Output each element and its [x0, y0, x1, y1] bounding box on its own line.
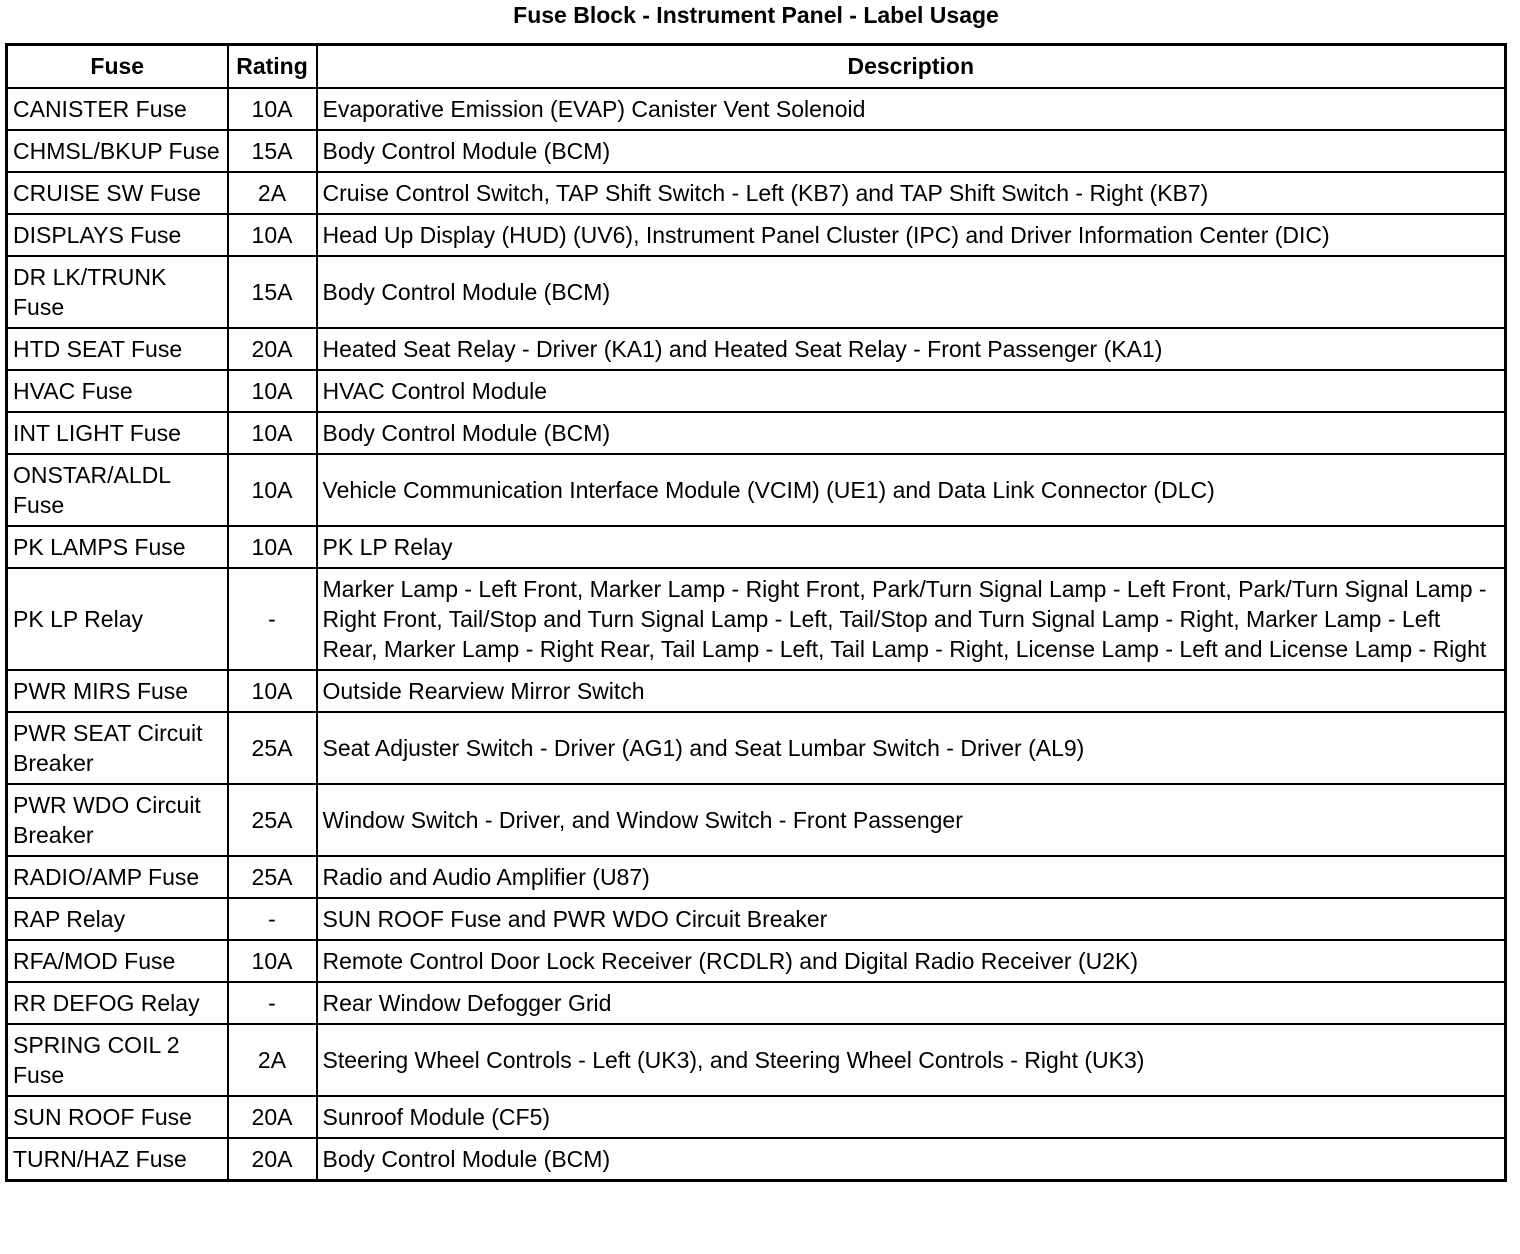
rating-cell: - [228, 982, 317, 1024]
description-cell: Body Control Module (BCM) [317, 256, 1506, 328]
table-row [7, 88, 1506, 130]
table-row [7, 784, 1506, 856]
fuse-cell: SUN ROOF Fuse [7, 1096, 228, 1138]
table-row [7, 568, 1506, 670]
table-row [7, 1024, 1506, 1096]
rating-cell: 20A [228, 1096, 317, 1138]
table-row [7, 712, 1506, 784]
table-row [7, 940, 1506, 982]
fuse-cell: RADIO/AMP Fuse [7, 856, 228, 898]
description-cell: Body Control Module (BCM) [317, 130, 1506, 172]
description-cell: SUN ROOF Fuse and PWR WDO Circuit Breaker [317, 898, 1506, 940]
rating-cell: 10A [228, 454, 317, 526]
rating-cell: 25A [228, 784, 317, 856]
fuse-cell: HVAC Fuse [7, 370, 228, 412]
rating-cell: 10A [228, 526, 317, 568]
fuse-cell: RFA/MOD Fuse [7, 940, 228, 982]
fuse-cell: PK LAMPS Fuse [7, 526, 228, 568]
fuse-cell: PWR MIRS Fuse [7, 670, 228, 712]
fuse-cell: PWR SEAT Circuit Breaker [7, 712, 228, 784]
table-body [7, 88, 1506, 1181]
description-cell: Steering Wheel Controls - Left (UK3), and Steering Wheel Controls - Right (UK3) [317, 1024, 1506, 1096]
rating-cell: - [228, 568, 317, 670]
column-header-fuse: Fuse [7, 45, 228, 88]
description-cell: Window Switch - Driver, and Window Switch - Front Passenger [317, 784, 1506, 856]
rating-cell: 10A [228, 940, 317, 982]
table-row [7, 982, 1506, 1024]
rating-cell: 20A [228, 1138, 317, 1181]
rating-cell: 10A [228, 214, 317, 256]
description-cell: Radio and Audio Amplifier (U87) [317, 856, 1506, 898]
description-cell: Marker Lamp - Left Front, Marker Lamp - Right Front, Park/Turn Signal Lamp - Left Front, Park/Turn Signal Lamp - Right Front, Tail/Stop and Turn Signal Lamp - Left, Tail/Stop and Turn Signal Lamp - Right, Marker Lamp - Left Rear, Marker Lamp - Right Rear, Tail Lamp - Left, Tail Lamp - Right, License Lamp - Left and License Lamp - Right [317, 568, 1506, 670]
table-row [7, 214, 1506, 256]
table-row [7, 670, 1506, 712]
table-row [7, 856, 1506, 898]
rating-cell: 2A [228, 172, 317, 214]
fuse-cell: HTD SEAT Fuse [7, 328, 228, 370]
fuse-cell: RAP Relay [7, 898, 228, 940]
column-header-description: Description [317, 45, 1506, 88]
description-cell: Cruise Control Switch, TAP Shift Switch - Left (KB7) and TAP Shift Switch - Right (KB7) [317, 172, 1506, 214]
fuse-cell: INT LIGHT Fuse [7, 412, 228, 454]
description-cell: Remote Control Door Lock Receiver (RCDLR) and Digital Radio Receiver (U2K) [317, 940, 1506, 982]
column-header-rating: Rating [228, 45, 317, 88]
table-row [7, 898, 1506, 940]
table-row [7, 454, 1506, 526]
description-cell: Head Up Display (HUD) (UV6), Instrument Panel Cluster (IPC) and Driver Information Center (DIC) [317, 214, 1506, 256]
description-cell: Vehicle Communication Interface Module (VCIM) (UE1) and Data Link Connector (DLC) [317, 454, 1506, 526]
description-cell: Body Control Module (BCM) [317, 1138, 1506, 1181]
table-row [7, 256, 1506, 328]
rating-cell: 10A [228, 412, 317, 454]
fuse-cell: CRUISE SW Fuse [7, 172, 228, 214]
description-cell: Seat Adjuster Switch - Driver (AG1) and Seat Lumbar Switch - Driver (AL9) [317, 712, 1506, 784]
rating-cell: - [228, 898, 317, 940]
fuse-cell: SPRING COIL 2 Fuse [7, 1024, 228, 1096]
description-cell: Outside Rearview Mirror Switch [317, 670, 1506, 712]
fuse-cell: TURN/HAZ Fuse [7, 1138, 228, 1181]
fuse-table [5, 43, 1507, 1182]
rating-cell: 10A [228, 88, 317, 130]
description-cell: Heated Seat Relay - Driver (KA1) and Heated Seat Relay - Front Passenger (KA1) [317, 328, 1506, 370]
rating-cell: 2A [228, 1024, 317, 1096]
table-row [7, 328, 1506, 370]
page-title: Fuse Block - Instrument Panel - Label Usage [513, 2, 999, 28]
description-cell: Rear Window Defogger Grid [317, 982, 1506, 1024]
fuse-cell: DR LK/TRUNK Fuse [7, 256, 228, 328]
rating-cell: 20A [228, 328, 317, 370]
rating-cell: 10A [228, 670, 317, 712]
fuse-cell: PWR WDO Circuit Breaker [7, 784, 228, 856]
description-cell: Body Control Module (BCM) [317, 412, 1506, 454]
description-cell: HVAC Control Module [317, 370, 1506, 412]
fuse-cell: CHMSL/BKUP Fuse [7, 130, 228, 172]
table-row [7, 526, 1506, 568]
rating-cell: 15A [228, 256, 317, 328]
description-cell: Evaporative Emission (EVAP) Canister Vent Solenoid [317, 88, 1506, 130]
table-row [7, 370, 1506, 412]
fuse-cell: ONSTAR/ALDL Fuse [7, 454, 228, 526]
table-row [7, 412, 1506, 454]
table-row [7, 130, 1506, 172]
rating-cell: 15A [228, 130, 317, 172]
fuse-cell: DISPLAYS Fuse [7, 214, 228, 256]
fuse-cell: PK LP Relay [7, 568, 228, 670]
fuse-cell: RR DEFOG Relay [7, 982, 228, 1024]
table-row [7, 1138, 1506, 1181]
rating-cell: 25A [228, 712, 317, 784]
fuse-cell: CANISTER Fuse [7, 88, 228, 130]
description-cell: Sunroof Module (CF5) [317, 1096, 1506, 1138]
rating-cell: 25A [228, 856, 317, 898]
table-row [7, 1096, 1506, 1138]
table-header-row [7, 45, 1506, 88]
table-row [7, 172, 1506, 214]
rating-cell: 10A [228, 370, 317, 412]
description-cell: PK LP Relay [317, 526, 1506, 568]
